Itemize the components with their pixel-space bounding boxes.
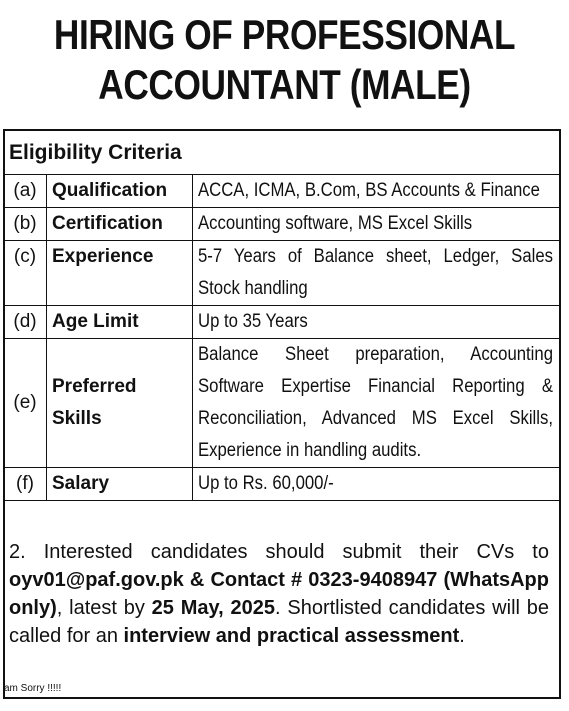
criteria-table	[3, 174, 561, 501]
criteria-label: Age Limit	[47, 306, 193, 339]
criteria-value: ACCA, ICMA, B.Com, BS Accounts & Finance	[193, 175, 561, 208]
instructions-text: . Shortlisted candidates will be called for an	[9, 597, 549, 647]
criteria-value: Up to Rs. 60,000/-	[193, 468, 561, 501]
whatsapp-note: (WhatsApp only)	[9, 569, 549, 619]
criteria-index: (d)	[4, 306, 47, 339]
criteria-index: (c)	[4, 241, 47, 306]
criteria-index: (b)	[4, 208, 47, 241]
instructions-text: .	[459, 625, 465, 647]
deadline-date: 25 May, 2025	[151, 597, 275, 619]
heading-line-1: HIRING OF PROFESSIONAL	[53, 11, 516, 58]
instructions-text: , latest by	[56, 597, 152, 619]
assessment-note: interview and practical assessment	[123, 625, 460, 647]
criteria-label: Experience	[47, 241, 193, 306]
contact-email: oyv01@paf.gov.pk	[9, 569, 184, 591]
contact-separator: & Contact #	[183, 569, 309, 591]
criteria-label: Preferred Skills	[47, 339, 193, 468]
criteria-row-qualification	[4, 175, 561, 208]
criteria-index: (f)	[4, 468, 47, 501]
criteria-index: (e)	[4, 339, 47, 468]
contact-phone: 0323-9408947	[308, 569, 438, 591]
footer-note: am Sorry !!!!!	[4, 683, 62, 694]
criteria-label: Salary	[47, 468, 193, 501]
criteria-label: Certification	[47, 208, 193, 241]
application-instructions	[9, 538, 549, 650]
criteria-row-preferred-skills	[4, 339, 561, 468]
ad-heading	[46, 10, 524, 110]
criteria-label: Qualification	[47, 175, 193, 208]
criteria-value: Accounting software, MS Excel Skills	[193, 208, 561, 241]
heading-line-2: ACCOUNTANT (MALE)	[98, 61, 471, 108]
criteria-value: 5-7 Years of Balance sheet, Ledger, Sales Stock handling	[193, 241, 561, 306]
instructions-text: 2. Interested candidates should submit their CVs to	[9, 541, 549, 563]
criteria-row-age-limit	[4, 306, 561, 339]
criteria-row-certification	[4, 208, 561, 241]
criteria-value: Balance Sheet preparation, Accounting Software Expertise Financial Reporting & Reconciliation, Advanced MS Excel Skills, Experience in handling audits.	[193, 339, 561, 468]
criteria-value: Up to 35 Years	[193, 306, 561, 339]
criteria-row-experience	[4, 241, 561, 306]
criteria-title: Eligibility Criteria	[9, 141, 182, 164]
criteria-row-salary	[4, 468, 561, 501]
criteria-index: (a)	[4, 175, 47, 208]
